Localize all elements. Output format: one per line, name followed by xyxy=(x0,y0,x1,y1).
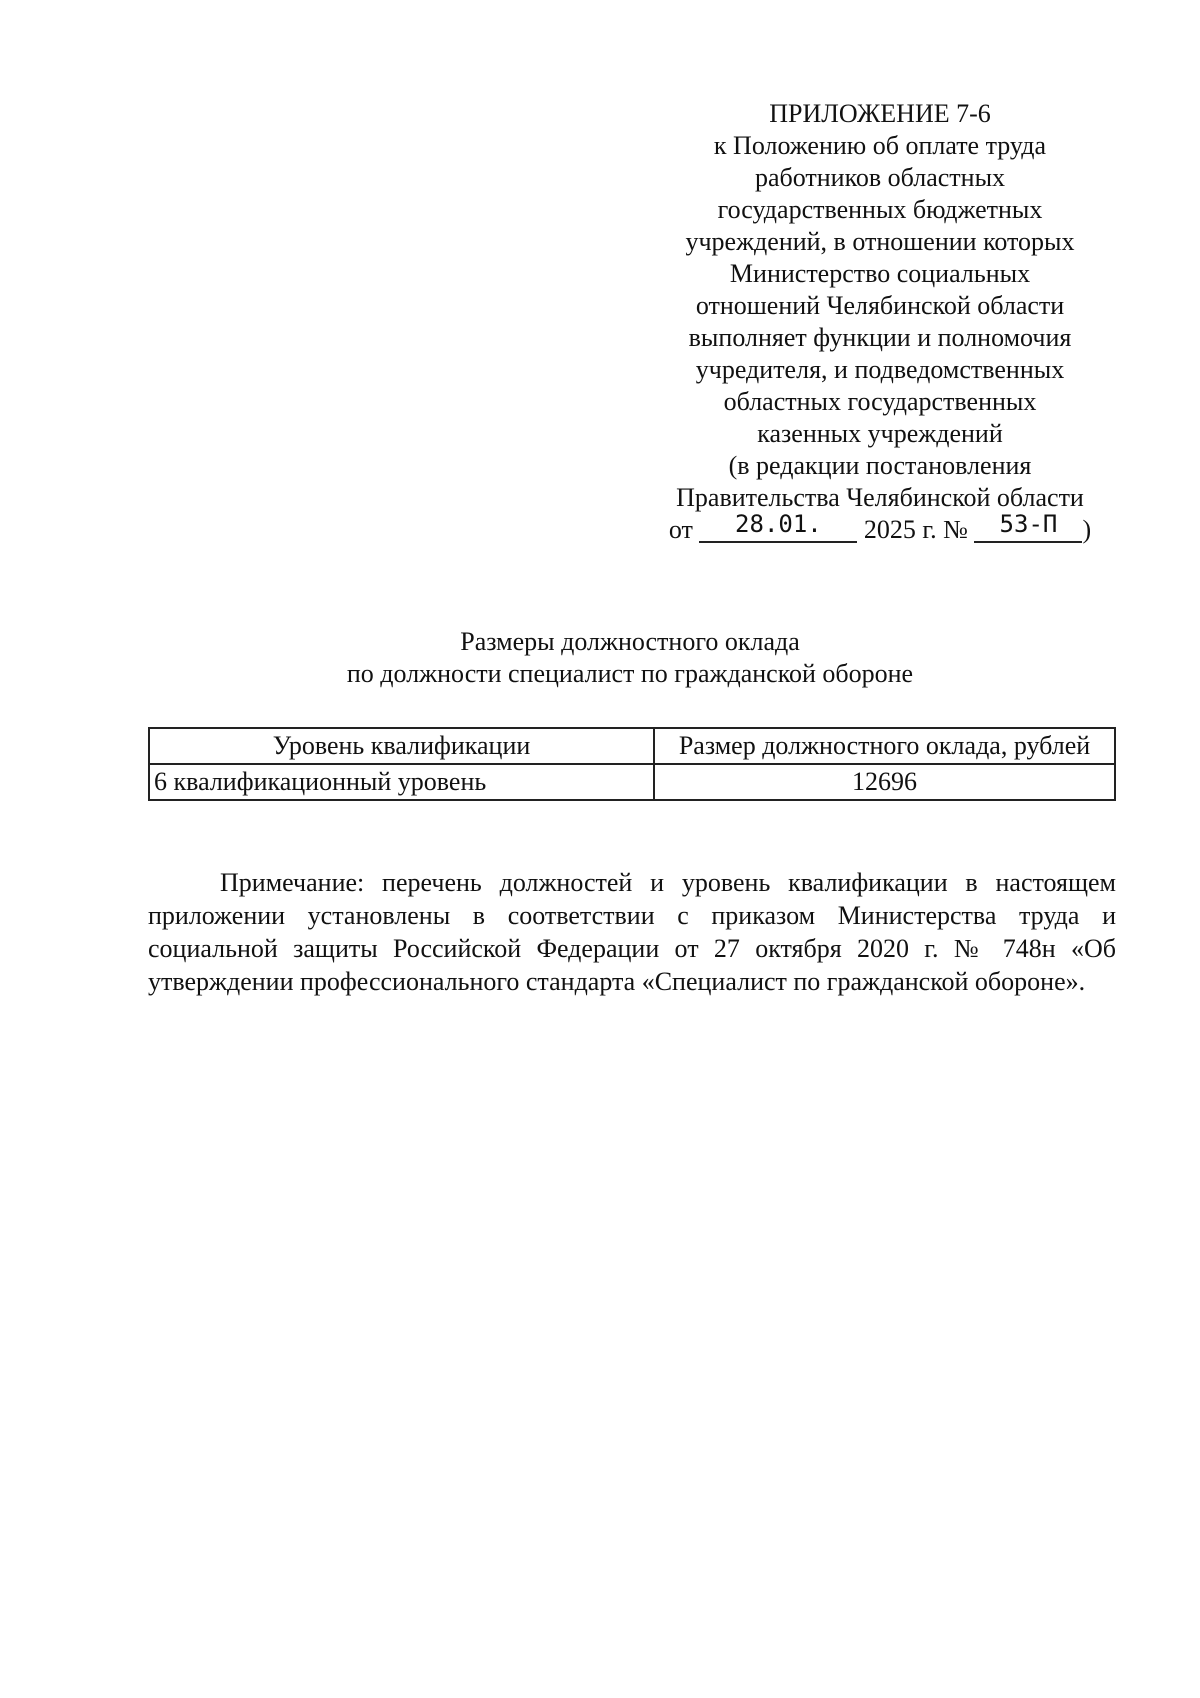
appendix-line: областных государственных xyxy=(723,387,1037,416)
cell-qualification-level: 6 квалификационный уровень xyxy=(149,764,654,800)
header-qualification-level: Уровень квалификации xyxy=(149,728,654,764)
appendix-line: (в редакции постановления xyxy=(728,451,1032,480)
title-line-2: по должности специалист по гражданской обороне xyxy=(346,659,914,688)
appendix-line: учредителя, и подведомственных xyxy=(695,355,1065,384)
appendix-title: ПРИЛОЖЕНИЕ 7-6 xyxy=(769,99,991,128)
date-value: 28.01. xyxy=(735,510,822,538)
number-field xyxy=(974,510,1082,543)
appendix-line: государственных бюджетных xyxy=(717,195,1043,224)
appendix-line: Правительства Челябинской области xyxy=(676,483,1084,512)
appendix-line: к Положению об оплате труда xyxy=(713,131,1047,160)
title-line-1: Размеры должностного оклада xyxy=(460,627,800,656)
resolution-date-line xyxy=(640,510,1120,546)
year-text: 2025 г. № xyxy=(863,515,968,544)
closing-paren: ) xyxy=(1082,515,1092,544)
table-header-row xyxy=(149,728,1115,764)
date-field xyxy=(699,510,857,543)
appendix-line: выполняет функции и полномочия xyxy=(688,323,1072,352)
appendix-line: Министерство социальных xyxy=(729,259,1031,288)
appendix-header xyxy=(640,98,1120,546)
note-paragraph: Примечание: перечень должностей и уровень квалификации в настоящем приложении установлены в соответствии с приказом Министерства труда и социальной защиты Российской Федерации от 27 октября 2020 г. № 748н «Об утверждении профессионального стандарта «Специалист по гражданской обороне». xyxy=(148,868,1116,996)
cell-salary-amount: 12696 xyxy=(654,764,1115,800)
salary-table xyxy=(148,727,1116,801)
header-salary-size: Размер должностного оклада, рублей xyxy=(654,728,1115,764)
date-prefix: от xyxy=(668,515,693,544)
appendix-line: учреждений, в отношении которых xyxy=(685,227,1075,256)
number-value: 53-П xyxy=(999,510,1058,538)
document-title xyxy=(150,626,1110,690)
appendix-line: казенных учреждений xyxy=(757,419,1003,448)
appendix-line: отношений Челябинской области xyxy=(695,291,1065,320)
table-row xyxy=(149,764,1115,800)
appendix-line: работников областных xyxy=(754,163,1006,192)
